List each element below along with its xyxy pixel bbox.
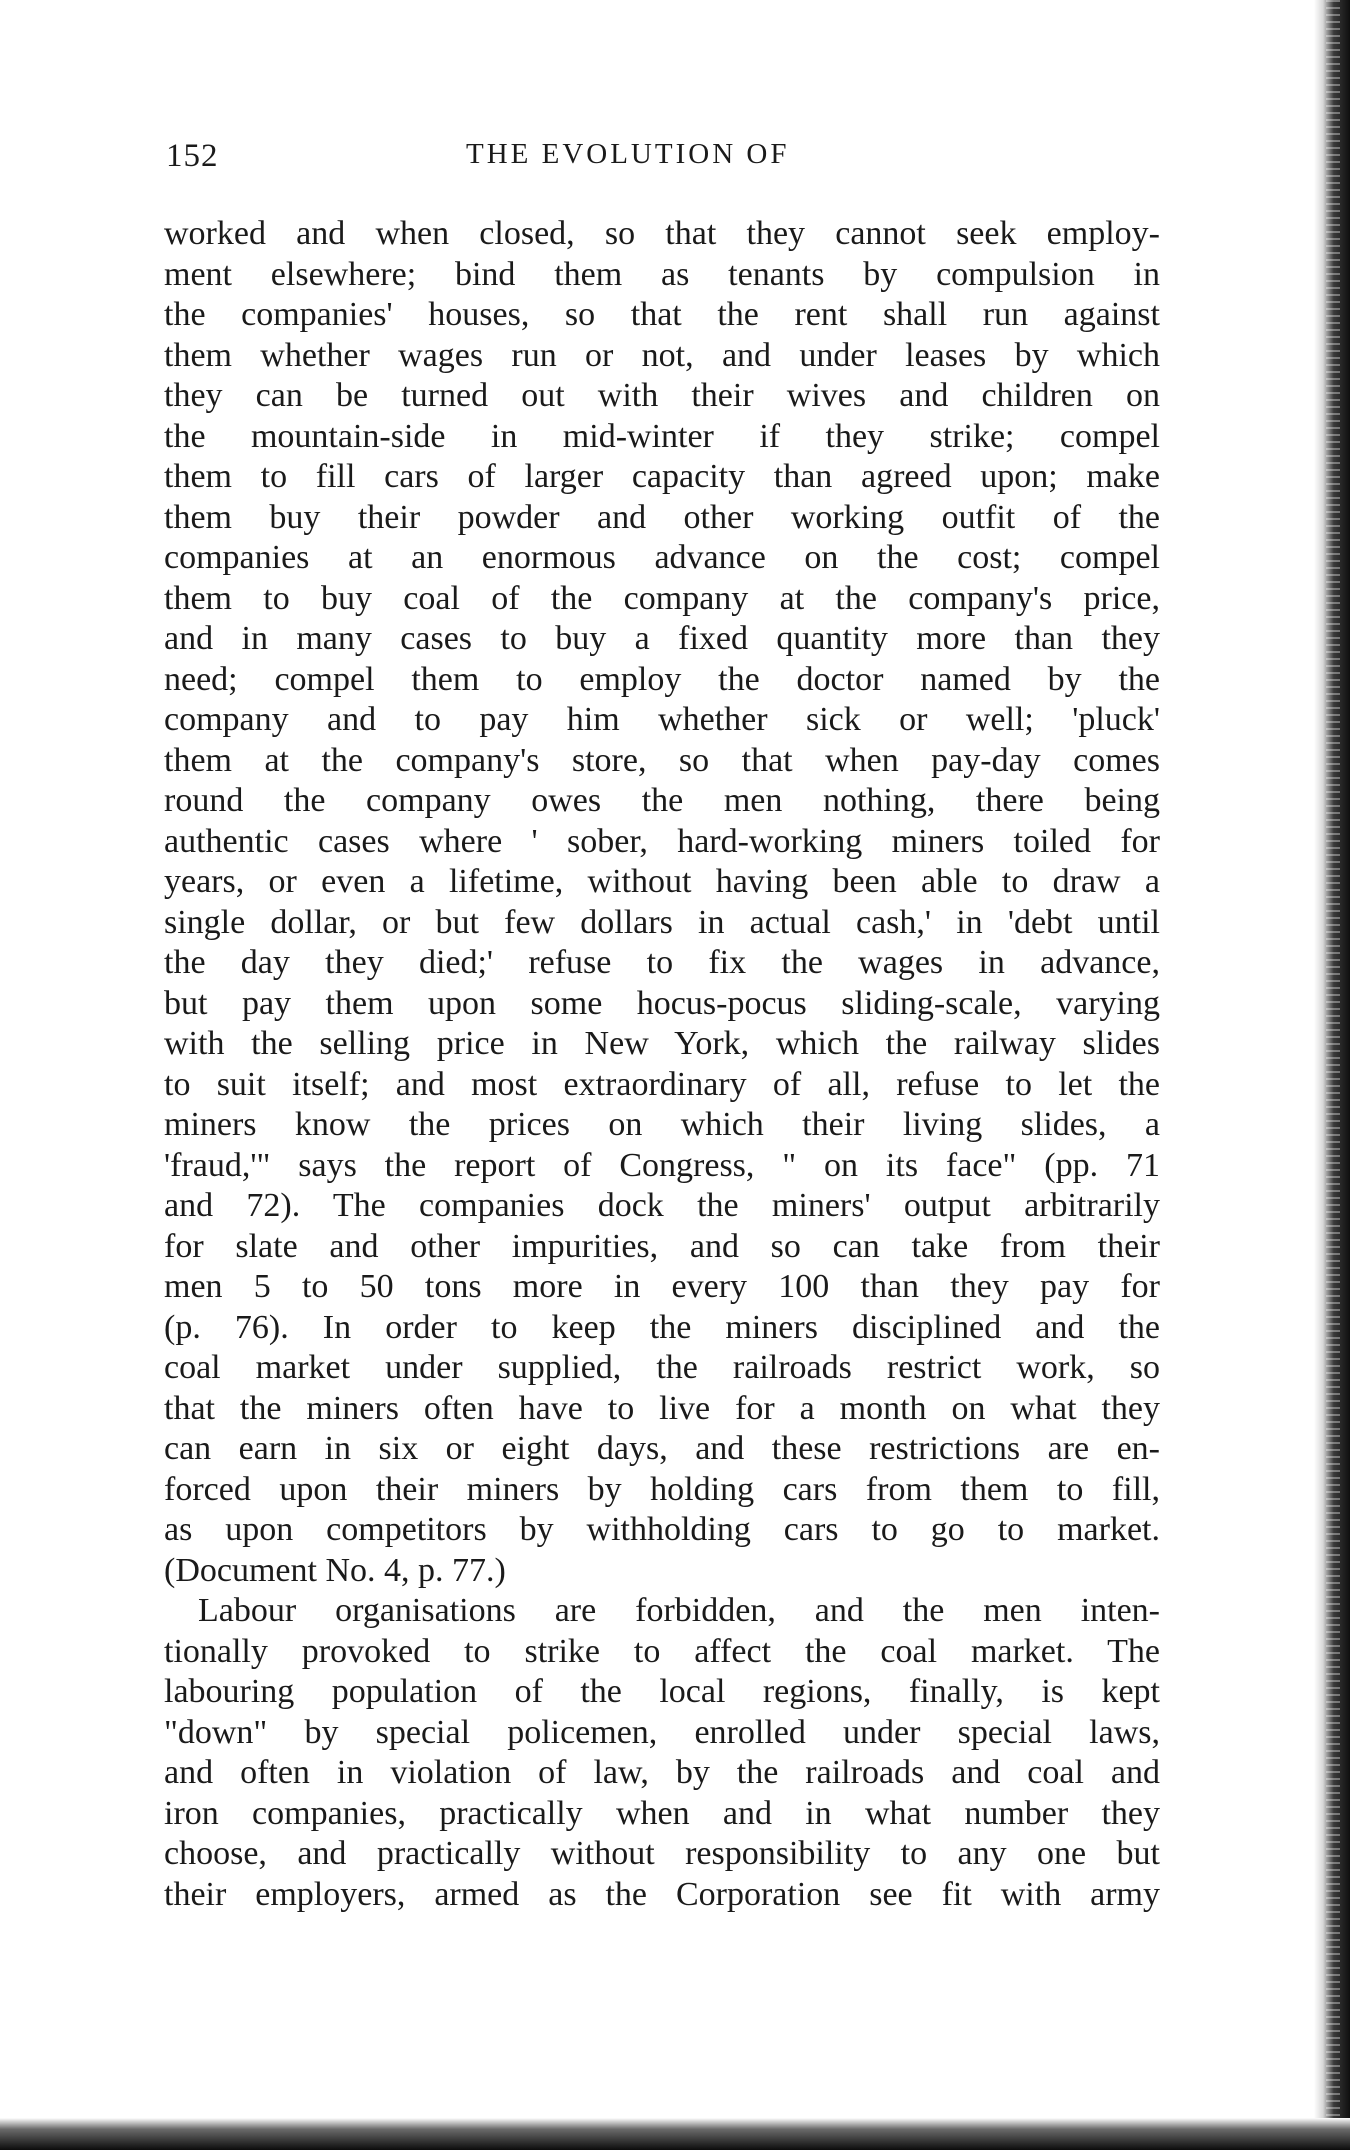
text-line: them to buy coal of the company at the company's price, bbox=[164, 579, 1160, 617]
body-text bbox=[164, 214, 1164, 1915]
text-line: worked and when closed, so that they cannot seek employ- bbox=[164, 215, 1160, 252]
bottom-edge-shadow bbox=[0, 2118, 1350, 2150]
text-line: as upon competitors by withholding cars to go to market. bbox=[164, 1511, 1160, 1548]
text-line: tionally provoked to strike to affect the coal market. The bbox=[164, 1632, 1160, 1670]
page-edge-texture bbox=[1326, 0, 1340, 2150]
text-line: single dollar, or but few dollars in actual cash,' in 'debt until bbox=[164, 903, 1160, 941]
text-line: "down" by special policemen, enrolled under special laws, bbox=[164, 1713, 1160, 1751]
text-line: that the miners often have to live for a month on what they bbox=[164, 1389, 1160, 1427]
text-line: they can be turned out with their wives and children on bbox=[164, 377, 1160, 414]
text-line: men 5 to 50 tons more in every 100 than they pay for bbox=[164, 1268, 1160, 1305]
text-line: their employers, armed as the Corporation see fit with army bbox=[164, 1875, 1160, 1913]
text-line: 'fraud,'" says the report of Congress, " on its face" (pp. 71 bbox=[164, 1146, 1160, 1184]
text-line: ment elsewhere; bind them as tenants by compulsion in bbox=[164, 255, 1160, 293]
text-line-paragraph-end: (Document No. 4, p. 77.) bbox=[164, 1551, 506, 1589]
text-line: forced upon their miners by holding cars from them to fill, bbox=[164, 1470, 1160, 1508]
text-line: need; compel them to employ the doctor named by the bbox=[164, 660, 1160, 698]
text-line: and 72). The companies dock the miners' output arbitrarily bbox=[164, 1187, 1160, 1224]
text-line: them buy their powder and other working outfit of the bbox=[164, 498, 1160, 536]
text-line: iron companies, practically when and in what number they bbox=[164, 1794, 1160, 1832]
text-line: them at the company's store, so that when pay-day comes bbox=[164, 741, 1160, 779]
running-title: THE EVOLUTION OF bbox=[466, 138, 790, 170]
text-line: them to fill cars of larger capacity than agreed upon; make bbox=[164, 458, 1160, 495]
text-line: coal market under supplied, the railroads restrict work, so bbox=[164, 1349, 1160, 1386]
text-line: and in many cases to buy a fixed quantity more than they bbox=[164, 620, 1160, 657]
text-line-paragraph-start: Labour organisations are forbidden, and the men inten- bbox=[198, 1592, 1160, 1629]
text-line: the day they died;' refuse to fix the wages in advance, bbox=[164, 944, 1160, 981]
text-line: but pay them upon some hocus-pocus sliding-scale, varying bbox=[164, 984, 1160, 1022]
text-line: years, or even a lifetime, without having been able to draw a bbox=[164, 863, 1160, 900]
text-line: can earn in six or eight days, and these restrictions are en- bbox=[164, 1430, 1160, 1467]
text-line: round the company owes the men nothing, there being bbox=[164, 782, 1160, 819]
text-line: (p. 76). In order to keep the miners disciplined and the bbox=[164, 1308, 1160, 1346]
text-line: authentic cases where ' sober, hard-working miners toiled for bbox=[164, 822, 1160, 860]
page-number: 152 bbox=[166, 138, 219, 174]
text-line: the companies' houses, so that the rent shall run against bbox=[164, 296, 1160, 333]
text-line: with the selling price in New York, which the railway slides bbox=[164, 1025, 1160, 1062]
text-line: labouring population of the local regions, finally, is kept bbox=[164, 1673, 1160, 1710]
page-header bbox=[166, 138, 1166, 182]
text-line: the mountain-side in mid-winter if they strike; compel bbox=[164, 417, 1160, 455]
text-line: company and to pay him whether sick or well; 'pluck' bbox=[164, 701, 1160, 738]
text-line: choose, and practically without responsibility to any one but bbox=[164, 1835, 1160, 1872]
text-line: miners know the prices on which their living slides, a bbox=[164, 1106, 1160, 1143]
text-line: and often in violation of law, by the railroads and coal and bbox=[164, 1754, 1160, 1791]
text-line: for slate and other impurities, and so can take from their bbox=[164, 1227, 1160, 1265]
text-line: to suit itself; and most extraordinary of all, refuse to let the bbox=[164, 1065, 1160, 1103]
text-line: them whether wages run or not, and under leases by which bbox=[164, 336, 1160, 374]
text-line: companies at an enormous advance on the cost; compel bbox=[164, 539, 1160, 576]
